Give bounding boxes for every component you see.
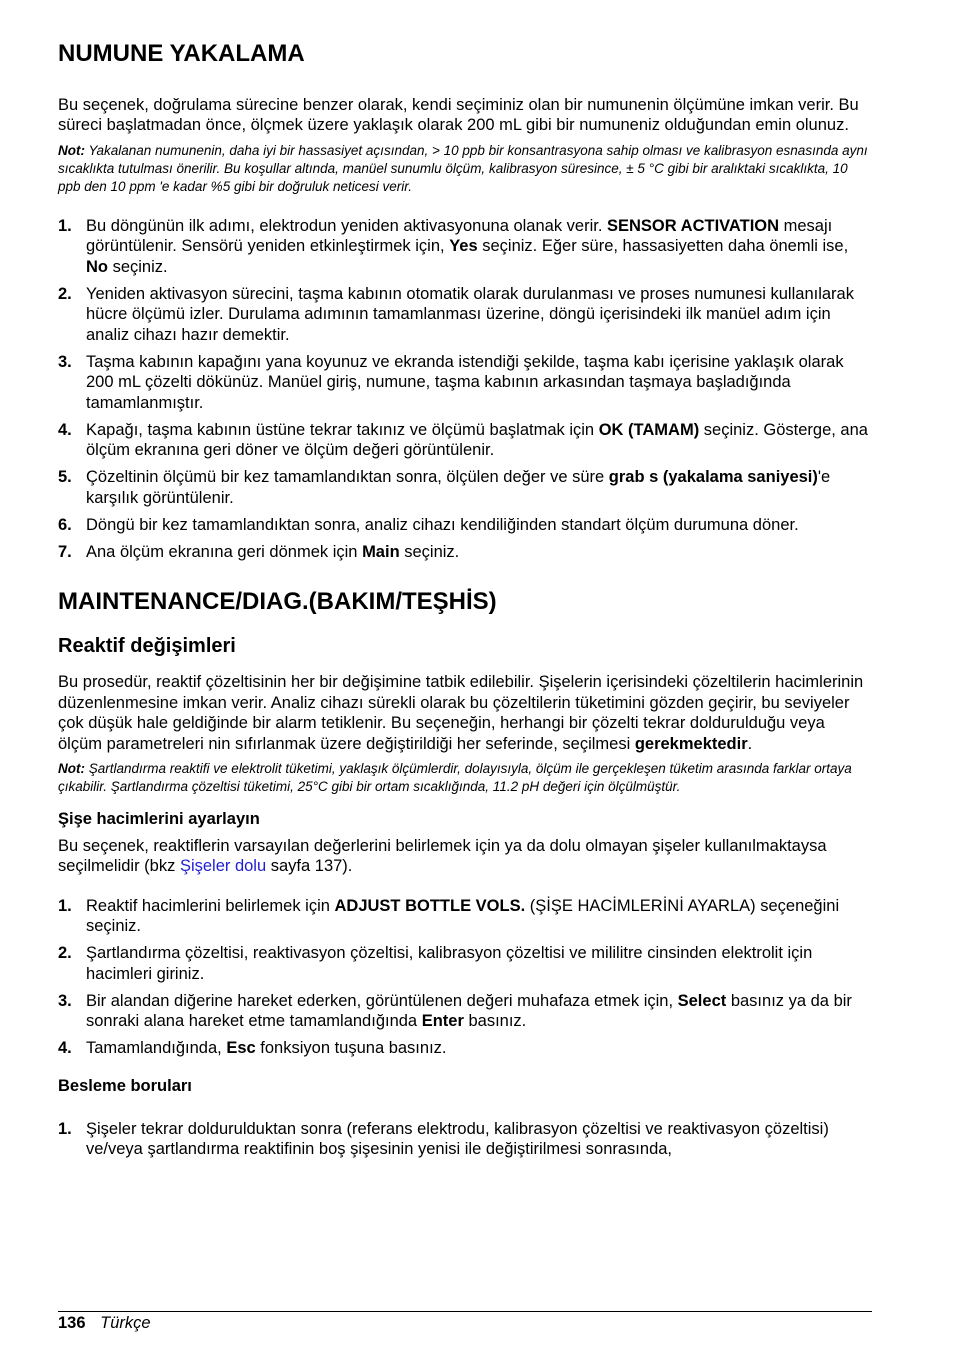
intro-text: . xyxy=(747,734,753,753)
section2-note xyxy=(58,760,870,796)
step-text: Bu döngünün ilk adımı, elektrodun yeniden aktivasyonuna olanak verir. xyxy=(86,216,607,235)
step-text: Şişeler tekrar doldurulduktan sonra (referans elektrodu, kalibrasyon çözeltisi ve reaktivasyon çözeltisi) ve/veya şartlandırma reaktifinin boş şişesinin yenisi ile değiştirilmesi sonrasında, xyxy=(86,1119,829,1159)
list-item xyxy=(58,943,870,984)
sub1-intro xyxy=(58,836,870,877)
note-text: Yakalanan numunenin, daha iyi bir hassasiyet açısından, > 10 ppb bir konsantrasyona sahip olması ve kalibrasyon esnasında aynı sıcaklıkta tutulması önerilir. Bu koşullar altında, manüel sunumlu ölçüm, kalibrasyon süresince, ± 5 °C gibi bir aralıktaki sıcaklıkta, 10 ppb den 10 ppm 'e kadar %5 gibi bir doğruluk neticesi verir. xyxy=(58,142,868,194)
step-number: 3. xyxy=(58,991,72,1010)
step-text: Yeniden aktivasyon sürecini, taşma kabının otomatik olarak durulanması ve proses numunesi kullanılarak hücre ölçümü izler. Durulama adımının tamamlanması üzerine, döngü içerisindeki ilk manüel adım için analiz cihazı hazır demektir. xyxy=(86,284,854,344)
step-keyword: grab s (yakalama saniyesi) xyxy=(608,468,818,487)
cross-reference-link[interactable]: Şişeler dolu xyxy=(179,857,267,876)
step-number: 2. xyxy=(58,944,72,963)
list-item xyxy=(58,352,870,414)
footer-language: Türkçe xyxy=(100,1314,151,1332)
intro-keyword: gerekmektedir xyxy=(634,734,748,753)
step-text: Kapağı, taşma kabının üstüne tekrar takınız ve ölçümü başlatmak için xyxy=(86,420,599,439)
step-number: 1. xyxy=(58,216,72,235)
document-page xyxy=(58,40,870,1166)
section1-note xyxy=(58,142,870,196)
step-number: 4. xyxy=(58,420,72,439)
note-text: Şartlandırma reaktifi ve elektrolit tüketimi, yaklaşık ölçümlerdir, dolayısıyla, ölçüm ile gerçekleşen tüketim arasında farklar ortaya çıkabilir. Şartlandırma çözeltisi tüketimi, 25°C gibi bir ortam sıcaklığında, 11.2 pH değeri için ölçülmüştür. xyxy=(58,761,852,795)
sub2-steps xyxy=(58,1119,870,1160)
subsection-title-reaktif: Reaktif değişimleri xyxy=(58,635,236,658)
step-text: Taşma kabının kapağını yana koyunuz ve ekranda istendiği şekilde, taşma kabı içerisine yaklaşık olarak 200 mL çözelti dökünüz. Manüel giriş, numune, taşma kabının arkasından taşmaya başladığında tamamlanmıştır. xyxy=(86,352,844,412)
step-text: seçiniz. Gösterge, ana ölçüm ekranına geri döner ve ölçüm değeri görüntülenir. xyxy=(86,420,868,460)
list-item xyxy=(58,284,870,346)
step-number: 2. xyxy=(58,284,72,303)
step-keyword: Main xyxy=(362,542,400,561)
step-number: 7. xyxy=(58,542,72,561)
step-number: 5. xyxy=(58,468,72,487)
intro-text: Bu prosedür, reaktif çözeltisinin her bir değişimine tatbik edilebilir. Şişelerin içerisindeki çözeltilerin hacimlerinin düzenlenmesine imkan verir. Analiz cihazı sürekli olarak bu çözeltilerin tüketimini gözden geçirir, bu seviyeler çok düşük hale geldiğinde bir alarm tetiklenir. Bu seçeneğin, herhangi bir çözelti tekrar doldurulduğu veya ölçüm parametreleri nin sıfırlanmak üzere değiştirildiği her seferinde, seçilmesi xyxy=(58,673,864,753)
step-keyword: OK (TAMAM) xyxy=(598,420,700,439)
step-text: mesajı görüntülenir. Sensörü yeniden etkinleştirmek için, xyxy=(86,216,833,256)
step-text: fonksiyon tuşuna basınız. xyxy=(255,1039,447,1058)
step-number: 1. xyxy=(58,896,72,915)
list-item xyxy=(58,991,870,1032)
footer-divider xyxy=(58,1311,872,1312)
intro-text: Bu seçenek, reaktiflerin varsayılan değerlerini belirlemek için ya da dolu olmayan şişeler kullanılmaktaysa seçilmelidir (bkz xyxy=(58,836,827,876)
step-text: Şartlandırma çözeltisi, reaktivasyon çözeltisi, kalibrasyon çözeltisi ve mililitre cinsinden elektrolit için hacimleri giriniz. xyxy=(86,944,813,983)
step-keyword: Esc xyxy=(226,1039,256,1058)
list-item xyxy=(58,542,870,563)
section1-steps xyxy=(58,216,870,563)
step-text: 'e karşılık görüntülenir. xyxy=(86,468,831,507)
note-label: Not: xyxy=(58,761,85,777)
step-text: Döngü bir kez tamamlandıktan sonra, analiz cihazı kendiliğinden standart ölçüm durumuna döner. xyxy=(86,515,799,534)
section-title-maintenance: MAINTENANCE/DIAG.(BAKIM/TEŞHİS) xyxy=(58,588,497,616)
step-text: Reaktif hacimlerini belirlemek için xyxy=(86,896,335,915)
list-item xyxy=(58,896,870,937)
list-item xyxy=(58,1038,870,1059)
step-keyword: ADJUST BOTTLE VOLS. xyxy=(334,896,526,915)
step-text: seçiniz. Eğer süre, hassasiyetten daha önemli ise, xyxy=(477,237,849,256)
section-title-numune-yakalama: NUMUNE YAKALAMA xyxy=(58,40,305,67)
step-number: 3. xyxy=(58,352,72,371)
note-label: Not: xyxy=(58,142,85,158)
page-footer xyxy=(58,1313,151,1333)
step-text: seçiniz. xyxy=(399,542,460,561)
step-number: 4. xyxy=(58,1039,72,1058)
step-text: Tamamlandığında, xyxy=(86,1039,227,1058)
list-item xyxy=(58,467,870,508)
page-number: 136 xyxy=(58,1314,86,1332)
list-item xyxy=(58,216,870,278)
step-keyword: Enter xyxy=(421,1012,464,1031)
step-text: (ŞİŞE HACİMLERİNİ AYARLA) seçeneğini seçiniz. xyxy=(86,896,840,936)
step-text: basınız ya da bir sonraki alana hareket etme tamamlandığında xyxy=(86,991,852,1031)
sub1-steps xyxy=(58,896,870,1059)
list-item xyxy=(58,420,870,461)
step-keyword: No xyxy=(86,257,108,276)
step-text: Ana ölçüm ekranına geri dönmek için xyxy=(86,542,363,561)
step-text: basınız. xyxy=(463,1012,527,1031)
step-keyword: Yes xyxy=(449,237,478,256)
section2-intro xyxy=(58,672,870,754)
step-number: 6. xyxy=(58,515,72,534)
subsection-title-besleme-borulari: Besleme boruları xyxy=(58,1076,192,1095)
subsection-title-sise-hacimleri: Şişe hacimlerini ayarlayın xyxy=(58,810,260,829)
step-text: seçiniz. xyxy=(108,257,168,276)
step-number: 1. xyxy=(58,1119,72,1138)
step-keyword: SENSOR ACTIVATION xyxy=(607,216,780,235)
step-text: Çözeltinin ölçümü bir kez tamamlandıktan sonra, ölçülen değer ve süre xyxy=(86,468,609,487)
list-item xyxy=(58,515,870,536)
step-text: Bir alandan diğerine hareket ederken, görüntülenen değeri muhafaza etmek için, xyxy=(86,991,678,1010)
section1-intro: Bu seçenek, doğrulama sürecine benzer olarak, kendi seçiminiz olan bir numunenin ölçümüne imkan verir. Bu süreci başlatmadan önce, ölçmek üzere yaklaşık olarak 200 mL gibi bir numuneniz olduğundan emin olunuz. xyxy=(58,95,859,135)
list-item xyxy=(58,1119,870,1160)
step-keyword: Select xyxy=(677,991,727,1010)
intro-text: sayfa 137). xyxy=(266,857,353,876)
